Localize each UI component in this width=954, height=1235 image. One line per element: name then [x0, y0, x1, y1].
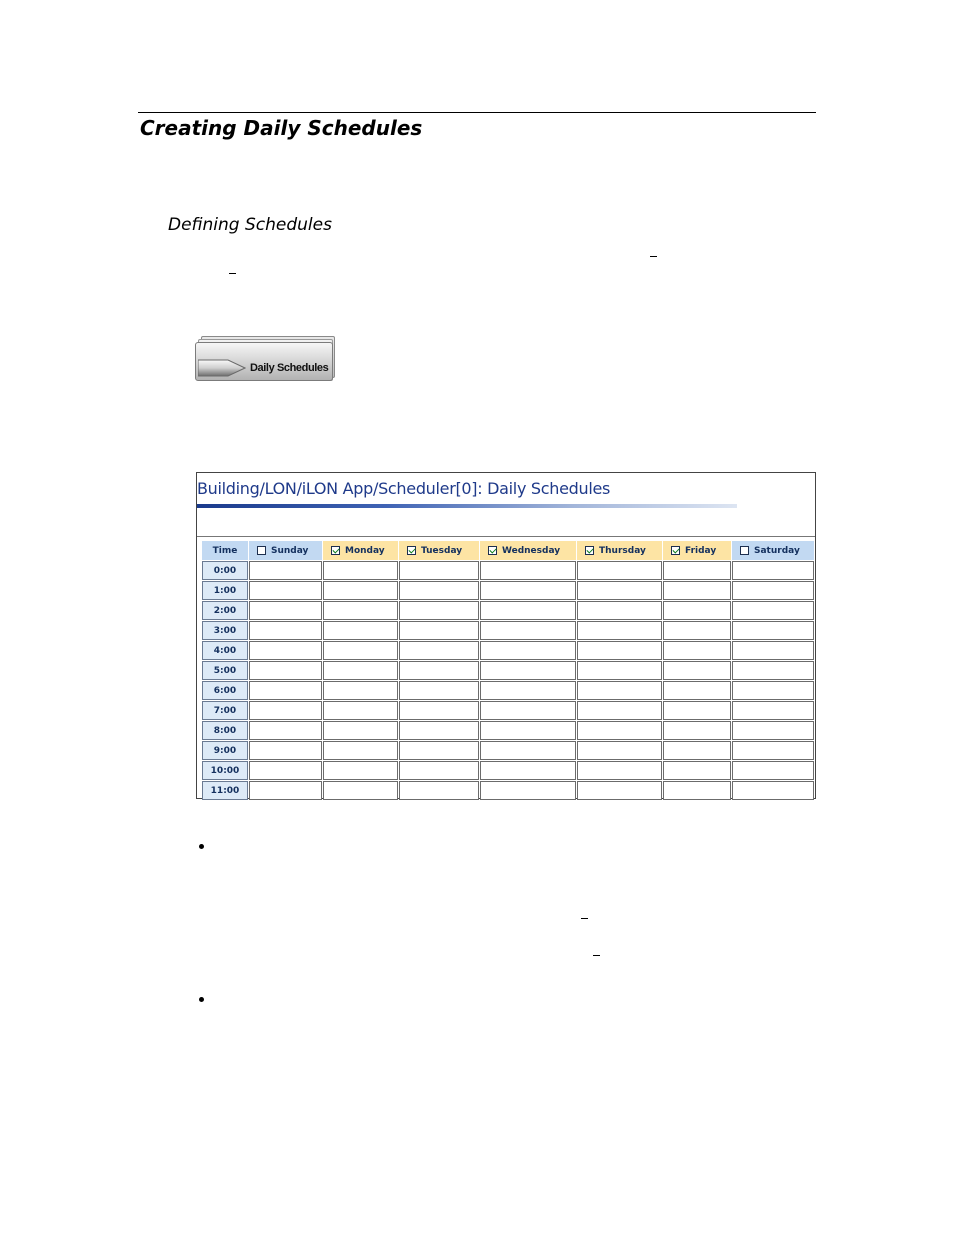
bullet-point	[199, 844, 204, 849]
schedule-cell[interactable]	[663, 761, 731, 780]
schedule-cell[interactable]	[249, 601, 322, 620]
time-cell: 7:00	[202, 701, 248, 720]
schedule-cell[interactable]	[663, 621, 731, 640]
time-header: Time	[202, 541, 248, 560]
schedule-cell[interactable]	[323, 621, 398, 640]
schedule-cell[interactable]	[577, 741, 662, 760]
time-cell: 2:00	[202, 601, 248, 620]
schedule-cell[interactable]	[663, 781, 731, 800]
day-label: Monday	[345, 545, 385, 556]
schedule-cell[interactable]	[323, 581, 398, 600]
dash-mark	[581, 918, 588, 919]
schedule-cell[interactable]	[249, 721, 322, 740]
schedule-cell[interactable]	[399, 601, 479, 620]
schedule-cell[interactable]	[399, 781, 479, 800]
schedule-cell[interactable]	[399, 621, 479, 640]
day-label: Thursday	[599, 545, 646, 556]
schedule-cell[interactable]	[399, 701, 479, 720]
schedule-cell[interactable]	[249, 561, 322, 580]
schedule-cell[interactable]	[732, 601, 814, 620]
schedule-cell[interactable]	[577, 601, 662, 620]
schedule-cell[interactable]	[323, 721, 398, 740]
schedule-cell[interactable]	[577, 761, 662, 780]
schedule-cell[interactable]	[480, 621, 576, 640]
schedule-cell[interactable]	[249, 781, 322, 800]
schedule-cell[interactable]	[323, 741, 398, 760]
schedule-cell[interactable]	[399, 641, 479, 660]
schedule-cell[interactable]	[732, 641, 814, 660]
time-cell: 3:00	[202, 621, 248, 640]
schedule-cell[interactable]	[480, 761, 576, 780]
day-label: Sunday	[271, 545, 309, 556]
schedule-cell[interactable]	[323, 661, 398, 680]
table-row	[202, 701, 814, 720]
day-checkbox[interactable]	[257, 546, 266, 555]
day-label: Friday	[685, 545, 717, 556]
time-cell: 9:00	[202, 741, 248, 760]
day-header-sunday	[249, 541, 322, 560]
schedule-cell[interactable]	[663, 721, 731, 740]
time-cell: 11:00	[202, 781, 248, 800]
schedule-cell[interactable]	[577, 621, 662, 640]
schedule-cell[interactable]	[323, 761, 398, 780]
daily-schedules-screenshot	[196, 472, 816, 799]
day-checkbox[interactable]	[331, 546, 340, 555]
schedule-cell[interactable]	[480, 661, 576, 680]
schedule-cell[interactable]	[732, 761, 814, 780]
schedule-cell[interactable]	[577, 661, 662, 680]
table-row	[202, 621, 814, 640]
day-label: Saturday	[754, 545, 800, 556]
schedule-cell[interactable]	[480, 701, 576, 720]
day-header-saturday	[732, 541, 814, 560]
schedule-cell[interactable]	[732, 781, 814, 800]
schedule-cell[interactable]	[577, 581, 662, 600]
day-header-tuesday	[399, 541, 479, 560]
schedule-cell[interactable]	[577, 641, 662, 660]
table-row	[202, 561, 814, 580]
time-cell: 6:00	[202, 681, 248, 700]
schedule-cell[interactable]	[732, 681, 814, 700]
schedule-cell[interactable]	[732, 561, 814, 580]
schedule-cell[interactable]	[323, 701, 398, 720]
table-row	[202, 601, 814, 620]
schedule-cell[interactable]	[323, 781, 398, 800]
table-row	[202, 721, 814, 740]
schedule-cell[interactable]	[323, 681, 398, 700]
schedule-cell[interactable]	[323, 561, 398, 580]
time-cell: 4:00	[202, 641, 248, 660]
schedule-cell[interactable]	[663, 741, 731, 760]
schedule-cell[interactable]	[480, 581, 576, 600]
schedule-cell[interactable]	[732, 581, 814, 600]
daily-schedules-button-image	[195, 336, 334, 382]
scheduler-title: Building/LON/iLON App/Scheduler[0]: Daily Schedules	[197, 479, 611, 498]
schedule-cell[interactable]	[663, 661, 731, 680]
schedule-cell[interactable]	[663, 701, 731, 720]
schedule-cell[interactable]	[577, 681, 662, 700]
dash-mark	[593, 955, 600, 956]
day-checkbox[interactable]	[671, 546, 680, 555]
day-checkbox[interactable]	[585, 546, 594, 555]
schedule-cell[interactable]	[732, 661, 814, 680]
table-row	[202, 581, 814, 600]
day-header-friday	[663, 541, 731, 560]
day-header-monday	[323, 541, 398, 560]
table-row	[202, 781, 814, 800]
schedule-grid	[201, 540, 815, 801]
time-cell: 5:00	[202, 661, 248, 680]
bullet-point	[199, 997, 204, 1002]
day-header-thursday	[577, 541, 662, 560]
schedule-cell[interactable]	[732, 721, 814, 740]
day-label: Wednesday	[502, 545, 561, 556]
schedule-cell[interactable]	[323, 641, 398, 660]
table-row	[202, 681, 814, 700]
schedule-cell[interactable]	[480, 561, 576, 580]
day-checkbox[interactable]	[740, 546, 749, 555]
time-cell: 0:00	[202, 561, 248, 580]
daily-schedules-label: Daily Schedules	[250, 362, 329, 374]
table-row	[202, 661, 814, 680]
dash-mark	[229, 273, 236, 274]
schedule-cell[interactable]	[480, 681, 576, 700]
schedule-cell[interactable]	[249, 701, 322, 720]
schedule-cell[interactable]	[480, 721, 576, 740]
schedule-cell[interactable]	[399, 761, 479, 780]
schedule-cell[interactable]	[663, 681, 731, 700]
schedule-cell[interactable]	[480, 781, 576, 800]
day-header-wednesday	[480, 541, 576, 560]
schedule-cell[interactable]	[480, 601, 576, 620]
schedule-cell[interactable]	[249, 681, 322, 700]
schedule-cell[interactable]	[577, 781, 662, 800]
schedule-cell[interactable]	[480, 641, 576, 660]
schedule-cell[interactable]	[663, 581, 731, 600]
schedule-cell[interactable]	[399, 581, 479, 600]
heading-rule	[138, 112, 816, 113]
schedule-cell[interactable]	[399, 561, 479, 580]
tab-arrow-icon	[198, 359, 246, 377]
day-checkbox[interactable]	[407, 546, 416, 555]
schedule-cell[interactable]	[249, 661, 322, 680]
schedule-cell[interactable]	[663, 601, 731, 620]
schedule-cell[interactable]	[399, 681, 479, 700]
time-cell: 1:00	[202, 581, 248, 600]
table-row	[202, 741, 814, 760]
page-title: Creating Daily Schedules	[140, 116, 423, 140]
schedule-cell[interactable]	[399, 741, 479, 760]
time-cell: 10:00	[202, 761, 248, 780]
schedule-cell[interactable]	[249, 621, 322, 640]
schedule-cell[interactable]	[249, 581, 322, 600]
dash-mark	[650, 256, 657, 257]
day-checkbox[interactable]	[488, 546, 497, 555]
title-gradient-bar	[197, 504, 737, 508]
schedule-cell[interactable]	[577, 701, 662, 720]
day-label: Tuesday	[421, 545, 463, 556]
schedule-cell[interactable]	[577, 721, 662, 740]
schedule-cell[interactable]	[249, 641, 322, 660]
schedule-cell[interactable]	[732, 701, 814, 720]
schedule-cell[interactable]	[399, 721, 479, 740]
schedule-cell[interactable]	[480, 741, 576, 760]
title-separator	[197, 536, 815, 537]
schedule-cell[interactable]	[323, 601, 398, 620]
table-row	[202, 641, 814, 660]
schedule-cell[interactable]	[399, 661, 479, 680]
schedule-cell[interactable]	[663, 561, 731, 580]
schedule-cell[interactable]	[249, 741, 322, 760]
table-row	[202, 761, 814, 780]
schedule-cell[interactable]	[732, 741, 814, 760]
section-subheading: Defining Schedules	[168, 215, 332, 235]
schedule-cell[interactable]	[663, 641, 731, 660]
time-cell: 8:00	[202, 721, 248, 740]
schedule-cell[interactable]	[249, 761, 322, 780]
schedule-cell[interactable]	[732, 621, 814, 640]
schedule-cell[interactable]	[577, 561, 662, 580]
